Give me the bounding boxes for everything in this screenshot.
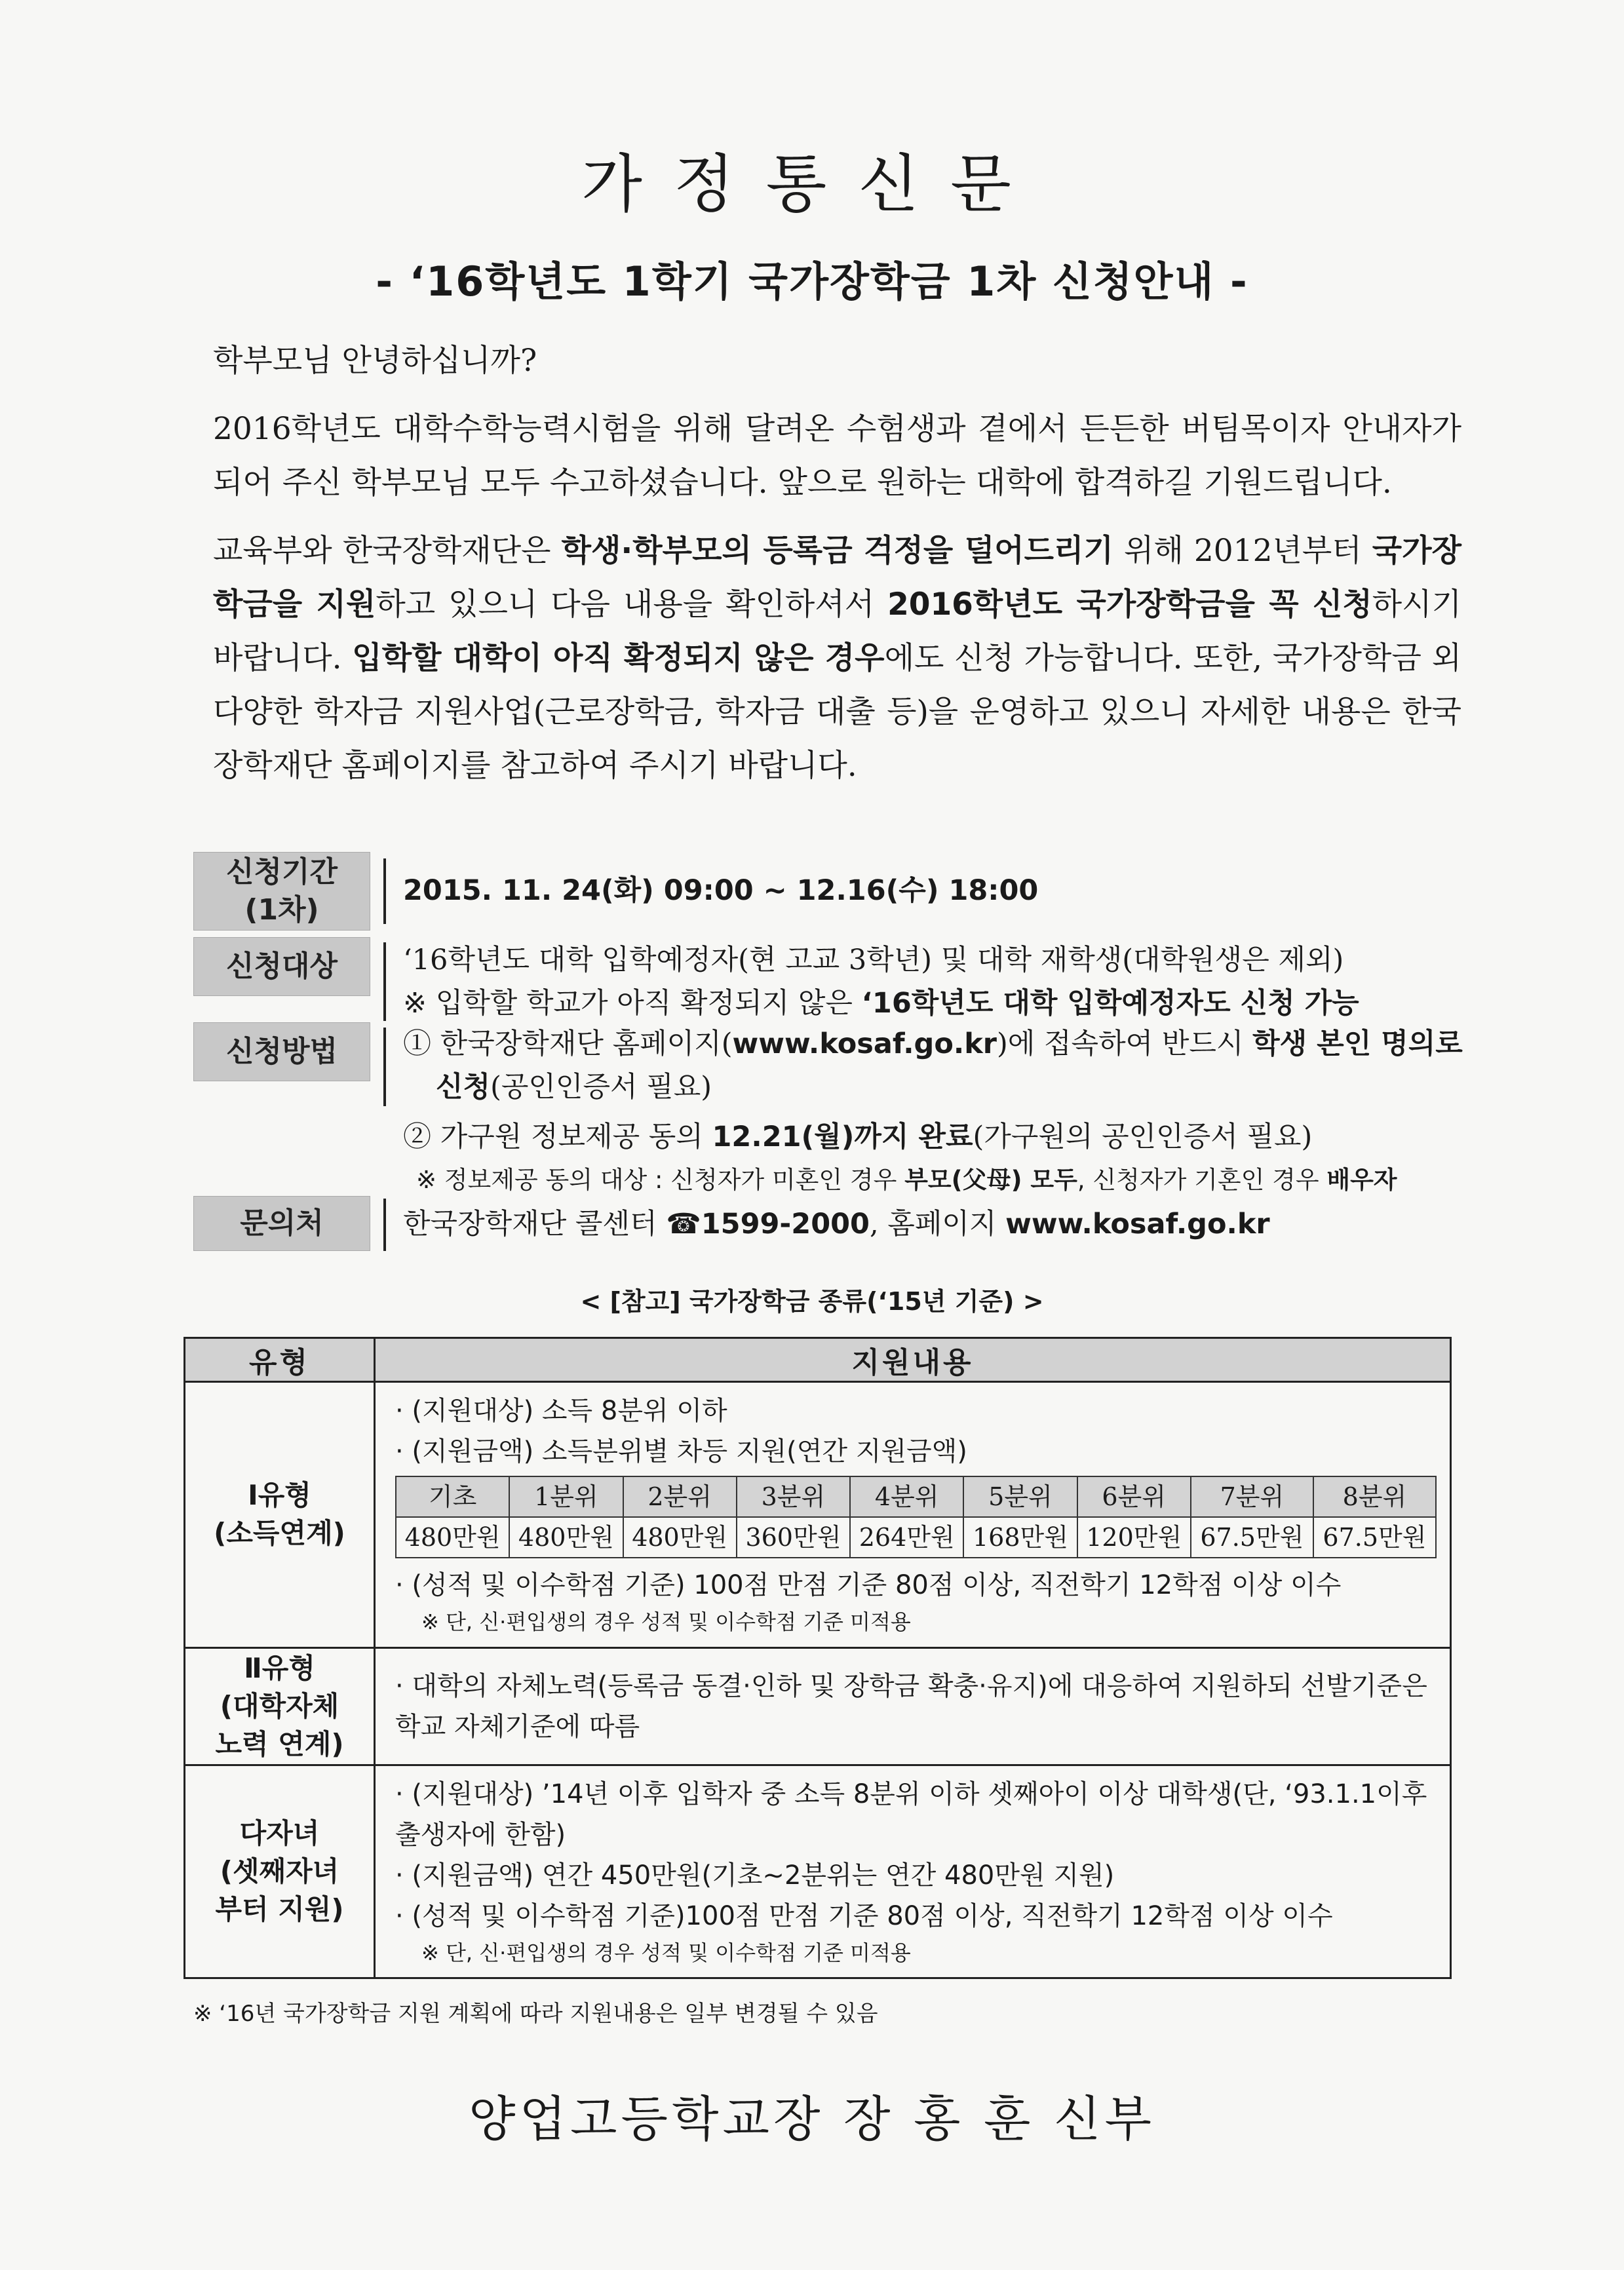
- content-line: · (성적 및 이수학점 기준) 100점 만점 기준 80점 이상, 직전학기 12학점 이상 이수: [395, 1570, 1342, 1601]
- type-sub: 부터 지원): [215, 1893, 344, 1926]
- text-emphasis: 2016학년도 국가장학금을 꼭 신청: [887, 587, 1372, 623]
- grade-cell: 기초: [396, 1476, 509, 1517]
- document-subtitle: - ‘16학년도 1학기 국가장학금 1차 신청안내 -: [376, 258, 1248, 305]
- paragraph-intro: 2016학년도 대학수학능력시험을 위해 달려온 수험생과 곁에서 든든한 버팀목이자 안내자가 되어 주신 학부모님 모두 수고하셨습니다. 앞으로 원하는 대학에 합격하길 기원드립니다.: [213, 411, 1461, 501]
- label-method: [193, 1022, 370, 1081]
- document-title: 가정통신문: [581, 147, 1043, 221]
- text-emphasis: www.kosaf.go.kr: [732, 1028, 997, 1060]
- target-line: ‘16학년도 대학 입학예정자(현 고교 3학년) 및 대학 재학생(대학원생은 제외): [403, 944, 1344, 976]
- text-run: ※ 정보제공 동의 대상 : 신청자가 미혼인 경우: [416, 1166, 905, 1194]
- paragraph-main: [213, 524, 1461, 793]
- type-name: Ⅱ유형: [244, 1651, 315, 1684]
- label-text: 문의처: [240, 1206, 324, 1240]
- reference-caption: < [참고] 국가장학금 종류(‘15년 기준) >: [580, 1287, 1044, 1316]
- type-sub: (소득연계): [214, 1517, 345, 1550]
- method-step-1: [403, 1022, 1465, 1109]
- method-step-2: [403, 1115, 1465, 1159]
- amount-cell: 120만원: [1077, 1517, 1191, 1558]
- phone-number: ☎1599-2000: [666, 1208, 870, 1241]
- amount-cell: 360만원: [737, 1517, 850, 1558]
- text-emphasis: ‘16학년도 대학 입학예정자도 신청 가능: [861, 987, 1359, 1020]
- grade-cell: 3분위: [737, 1476, 850, 1517]
- content-line: · (지원대상) ’14년 이후 입학자 중 소득 8분위 이하 셋째아이 이상 대학생(단, ‘93.1.1이후 출생자에 한함): [395, 1779, 1427, 1851]
- text-run: , 홈페이지: [869, 1208, 1006, 1241]
- info-contact: [193, 1196, 1465, 1255]
- period-value: 2015. 11. 24(화) 09:00 ~ 12.16(수) 18:00: [403, 874, 1039, 907]
- amount-cell: 480만원: [509, 1517, 623, 1558]
- table-row-type2: [185, 1647, 1451, 1765]
- label-text: (1차): [244, 893, 319, 927]
- grade-cell: 5분위: [963, 1476, 1077, 1517]
- grade-cell: 8분위: [1313, 1476, 1436, 1517]
- grade-row: [396, 1476, 1436, 1517]
- content-line: · (지원대상) 소득 8분위 이하: [395, 1396, 727, 1427]
- text-emphasis: 학생 본인 명의로 신청: [436, 1028, 1463, 1104]
- grade-cell: 4분위: [850, 1476, 963, 1517]
- table-row-type3: [185, 1765, 1451, 1978]
- type-name: Ⅰ유형: [248, 1479, 311, 1512]
- text-run: ※ 입학할 학교가 아직 확정되지 않은: [403, 987, 862, 1020]
- amount-cell: 480만원: [396, 1517, 509, 1558]
- type2-content: [375, 1647, 1451, 1765]
- type-sub: 노력 연계): [215, 1727, 344, 1760]
- type2-cell: [185, 1647, 375, 1765]
- type-name: 다자녀: [239, 1817, 320, 1850]
- text-run: 교육부와 한국장학재단은: [213, 533, 562, 569]
- target-note: [403, 982, 1465, 1025]
- text-run: (공인인증서 필요): [490, 1071, 712, 1104]
- letter-body: [213, 334, 1461, 807]
- amount-row: [396, 1517, 1436, 1558]
- method-text: [403, 1022, 1465, 1202]
- grade-cell: 2분위: [623, 1476, 737, 1517]
- target-text: [403, 938, 1465, 1025]
- type3-cell: [185, 1765, 375, 1978]
- label-text: 신청기간: [225, 855, 338, 889]
- text-emphasis: 배우자: [1326, 1166, 1397, 1194]
- text-emphasis: 학생·학부모의 등록금 걱정을 덜어드리기: [561, 533, 1113, 569]
- scholarship-types-table: [184, 1337, 1452, 1979]
- content-line: · (성적 및 이수학점 기준)100점 만점 기준 80점 이상, 직전학기 12학점 이상 이수: [395, 1901, 1333, 1932]
- website-link: www.kosaf.go.kr: [1005, 1208, 1270, 1241]
- text-run: 에도 신청 가능합니다. 또한, 국가장학금 외 다양한 학자금 지원사업(근로장학금, 학자금 대출 등)을 운영하고 있으니 자세한 내용은 한국장학재단 홈페이지를 참고하여 주시기 바랍니다.: [213, 640, 1461, 784]
- type1-cell: [185, 1382, 375, 1648]
- signature: 양업고등학교장 장 홍 훈 신부: [469, 2091, 1155, 2147]
- content-note: ※ 단, 신·편입생의 경우 성적 및 이수학점 기준 미적용: [421, 1940, 911, 1966]
- label-text: 신청방법: [225, 1035, 338, 1068]
- type1-content: [375, 1382, 1451, 1648]
- column-header-type: 유형: [185, 1338, 375, 1382]
- content-line: · (지원금액) 소득분위별 차등 지원(연간 지원금액): [395, 1436, 967, 1467]
- label-text: 신청대상: [225, 950, 338, 983]
- grade-cell: 6분위: [1077, 1476, 1191, 1517]
- text-run: ① 한국장학재단 홈페이지(: [403, 1028, 733, 1060]
- type-sub: (대학자체: [220, 1689, 339, 1722]
- income-grade-table: [395, 1476, 1437, 1558]
- text-emphasis: 입학할 대학이 아직 확정되지 않은 경우: [352, 640, 885, 676]
- label-contact: [193, 1196, 370, 1251]
- column-header-content: 지원내용: [375, 1338, 1451, 1382]
- label-period: [193, 852, 370, 931]
- content-line: · 대학의 자체노력(등록금 동결·인하 및 장학금 확충·유지)에 대응하여 지원하되 선발기준은 학교 자체기준에 따름: [395, 1670, 1427, 1742]
- info-target: [193, 937, 1465, 1029]
- amount-cell: 168만원: [963, 1517, 1077, 1558]
- text-run: (가구원의 공인인증서 필요): [973, 1121, 1313, 1153]
- amount-cell: 480만원: [623, 1517, 737, 1558]
- divider-bar: [383, 1199, 386, 1251]
- amount-cell: 67.5만원: [1191, 1517, 1313, 1558]
- type-sub: (셋째자녀: [220, 1855, 339, 1888]
- amount-cell: 264만원: [850, 1517, 963, 1558]
- label-target: [193, 937, 370, 996]
- amount-cell: 67.5만원: [1313, 1517, 1436, 1558]
- content-line: · (지원금액) 연간 450만원(기초~2분위는 연간 480만원 지원): [395, 1860, 1115, 1891]
- text-run: 위해 2012년부터: [1113, 533, 1372, 569]
- grade-cell: 7분위: [1191, 1476, 1313, 1517]
- text-run: 하시기 바랍니다.: [213, 587, 1461, 676]
- text-emphasis: 부모(父母) 모두: [904, 1166, 1077, 1194]
- text-run: 한국장학재단 콜센터: [403, 1208, 667, 1241]
- divider-bar: [383, 942, 386, 1021]
- text-run: ② 가구원 정보제공 동의: [403, 1121, 712, 1153]
- footnote: ※ ‘16년 국가장학금 지원 계획에 따라 지원내용은 일부 변경될 수 있음: [193, 2001, 878, 2027]
- divider-bar: [383, 1028, 386, 1106]
- type3-content: [375, 1765, 1451, 1978]
- content-note: ※ 단, 신·편입생의 경우 성적 및 이수학점 기준 미적용: [421, 1609, 911, 1635]
- table-row-type1: [185, 1382, 1451, 1648]
- table-header-row: [185, 1338, 1451, 1382]
- text-run: )에 접속하여 반드시: [997, 1028, 1253, 1060]
- info-method: [193, 1022, 1465, 1194]
- text-run: , 신청자가 기혼인 경우: [1077, 1166, 1327, 1194]
- info-period: [193, 852, 1465, 931]
- text-run: 하고 있으니 다음 내용을 확인하셔서: [376, 587, 888, 623]
- text-emphasis: 국가장학금을 지원: [213, 533, 1461, 623]
- grade-cell: 1분위: [509, 1476, 623, 1517]
- period-text: [403, 869, 1465, 912]
- greeting: 학부모님 안녕하십니까?: [213, 343, 537, 379]
- text-emphasis: 12.21(월)까지 완료: [712, 1121, 973, 1153]
- divider-bar: [383, 858, 386, 924]
- contact-text: [403, 1202, 1465, 1246]
